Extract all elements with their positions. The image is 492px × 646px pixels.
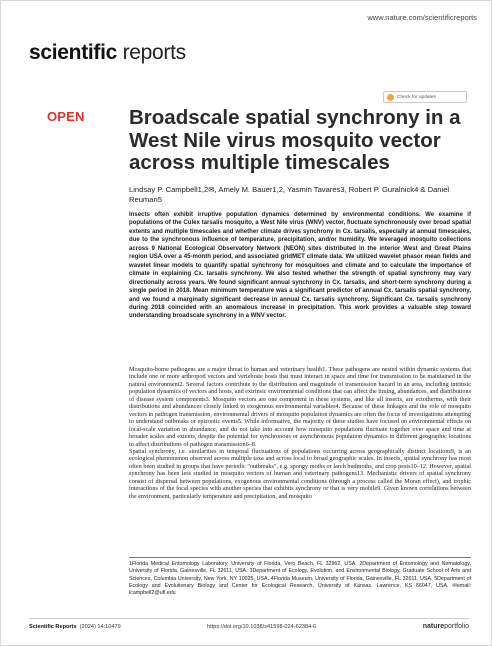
publisher-logo-bold: nature	[422, 623, 445, 630]
journal-logo-light: reports	[117, 41, 186, 64]
body-text	[129, 366, 471, 500]
footer-volume: (2024) 14:10479	[79, 624, 121, 630]
page-footer	[29, 624, 469, 634]
journal-logo	[29, 41, 186, 65]
abstract: Insects often exhibit irruptive population dynamics determined by environmental conditions. We examine if populations of the Culex tarsalis mosquito, a West Nile virus (WNV) vector, fluctuate synchronously over broad spatial extents and multiple timescales and whether climate drives synchrony in Cx. tarsalis, especially at annual timescales, due to the synchronous influence of temperature, precipitation, and/or humidity. We leveraged mosquito collections across 9 National Ecological Observatory Network (NEON) sites distributed in the interior West and Great Plains region USA over a 45-month period, and associated gridMET climate data. We utilized wavelet phasor mean fields and wavelet linear models to quantify spatial synchrony for mosquitoes and climate and to calculate the importance of climate in explaining Cx. tarsalis synchrony. We also tested whether the strength of spatial synchrony may vary directionally across years. We found significant annual synchrony in Cx. tarsalis, and short-term synchrony during a single period in 2018. Mean minimum temperature was a significant predictor of annual Cx. tarsalis spatial synchrony, and we found a marginally significant decrease in annual Cx. tarsalis synchrony. Significant Cx. tarsalis synchrony during 2018 coincided with an anomalous increase in precipitation. This work provides a valuable step toward understanding broadscale synchrony in a WNV vector.	[129, 212, 471, 320]
open-access-label: OPEN	[47, 109, 85, 124]
footnote-divider	[129, 557, 471, 558]
body-paragraph: Spatial synchrony, i.e. similarities in temporal fluctuations of populations occurring across geographically distinct locations9, is an ecological phenomenon observed across multiple taxa and across local to broad geographic scales. In insects, spatial synchrony has most often been studied in groups that have periodic "outbreaks", e.g. spongy moths or larch budmoths, and crop pests10–12. However, spatial synchrony has been less studied in mosquito vectors of human and veterinary pathogens13. Mechanistic drivers of spatial synchrony consist of dispersal between populations, exogenous environmental conditions (through a process called the Moran effect), and trophic interactions of the focal species with another species that exhibits synchrony or that is very mobile9. Given known correlations between the environment, particularly temperature and precipitation, and mosquito	[129, 447, 471, 500]
affiliations-footnote: 1Florida Medical Entomology Laboratory, University of Florida, Vero Beach, FL 32962, USA. 2Department of Entomology and Nematology, University of Florida, Gainesville, FL 32611, USA. 3Department of Ecology, Evolution, and Environmental Biology, Graduate School of Arts and Sciences, Columbia University, New York, NY 10025, USA. 4Florida Museum, University of Florida, Gainesville, FL 32611, USA. 5Department of Ecology and Evolutionary Biology and Center for Ecological Research, University of Kansas, Lawrence, KS 66047, USA. ✉email: lcampbell2@ufl.edu	[129, 561, 471, 597]
article-title: Broadscale spatial synchrony in a West Nile virus mosquito vector across multiple timescales	[129, 106, 461, 174]
check-updates-label: Check for updates	[397, 94, 436, 100]
footer-doi[interactable]: https://doi.org/10.1038/s41598-024-62384-6	[207, 624, 317, 630]
footer-divider	[29, 618, 469, 619]
check-updates-button[interactable]	[383, 91, 467, 103]
journal-logo-bold: scientific	[29, 41, 118, 64]
body-paragraph: Mosquito-borne pathogens are a major threat to human and veterinary health1. These pathogens are nested within dynamic systems that include one or more arthropod vectors and vertebrate hosts that must interact in space and time for transmission to be maintained in the natural environment2. Several factors contribute to the distribution and magnitude of transmission hazard in an area, including intrinsic population dynamics of vectors and hosts, and extrinsic environmental conditions that can affect the timing, abundances, and distributions of disease system components3. Mosquito vectors are one component in these systems, and like all insects, are ectotherms, with their distributions and abundances closely linked to exogenous environmental variables4. Because of these linkages and the role of mosquito vectors in pathogen transmission, environmental drivers of mosquito population dynamics are often the focus of investigations attempting to understand outbreaks or epizootic events5. While informative, the majority of these studies have focused on environmental effects on local-scale variation in abundance, and do not take into account how mosquito populations fluctuate together over space and time at broader scales and extents, despite the potential for synchronous or asynchronous population dynamics in different geographic locations to affect distributions of pathogen transmission6–8.	[129, 366, 471, 448]
journal-url[interactable]: www.nature.com/scientificreports	[367, 13, 477, 22]
check-updates-icon	[387, 94, 394, 101]
footer-journal: Scientific Reports	[29, 624, 77, 630]
author-list: Lindsay P. Campbell1,2✉, Amely M. Bauer1,2, Yasmin Tavares3, Robert P. Guralnick4 & Daniel Reuman5	[129, 185, 450, 204]
publisher-logo	[423, 623, 469, 630]
footer-citation	[29, 624, 121, 630]
publisher-logo-light: portfolio	[444, 623, 469, 630]
